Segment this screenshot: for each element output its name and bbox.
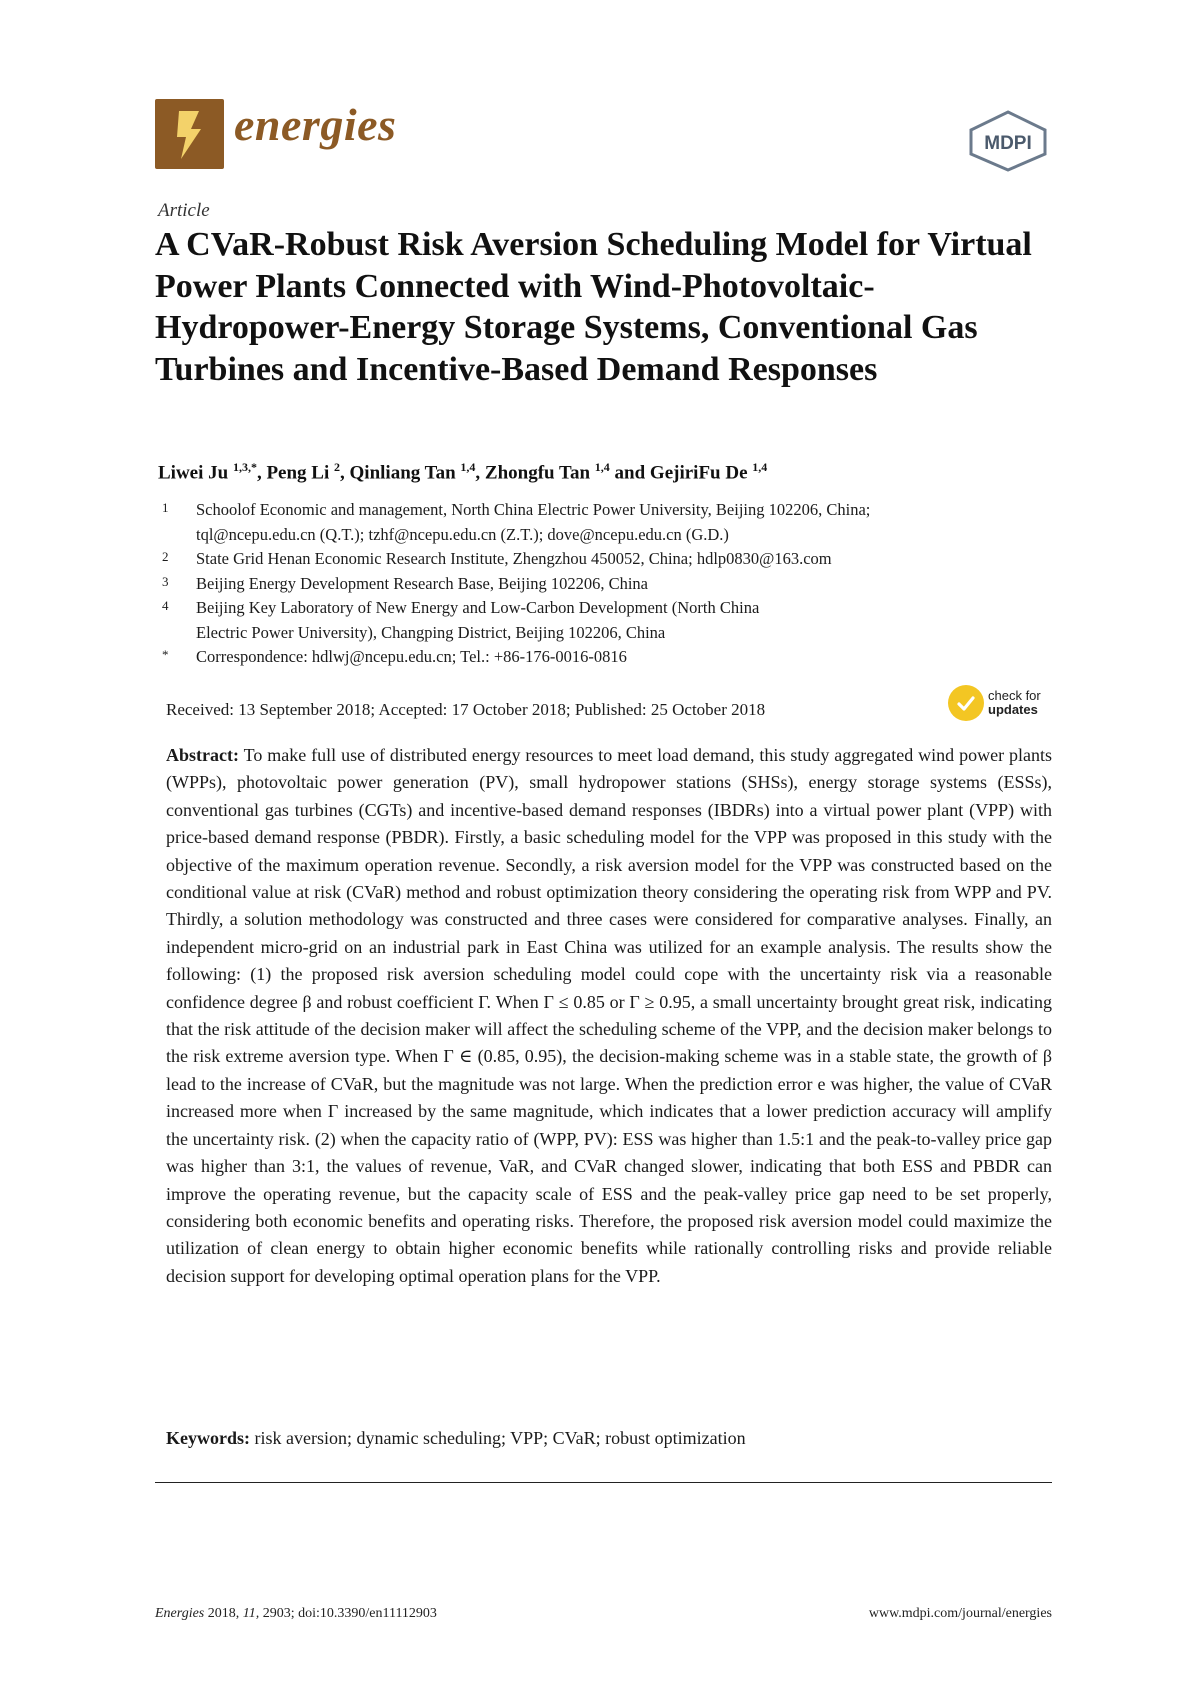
author-list: [158, 460, 1058, 484]
author-affiliation-mark: 1,4: [752, 460, 768, 474]
affiliation-mark: 4: [162, 598, 169, 613]
affiliation-text: [196, 596, 1082, 645]
publication-dates: Received: 13 September 2018; Accepted: 17 October 2018; Published: 25 October 2018: [166, 700, 766, 719]
affiliation-mark: 2: [162, 549, 169, 564]
citation-volume: 11,: [242, 1606, 260, 1621]
author-affiliation-mark: 2: [334, 460, 341, 474]
author-affiliation-mark: 1,4: [460, 460, 476, 474]
author-separator: ,: [340, 462, 350, 484]
author-affiliation-mark: 1,4: [594, 460, 610, 474]
affiliation-text: [196, 645, 1082, 670]
affiliation-item: [162, 498, 1082, 547]
lightning-bolt-icon: [155, 99, 224, 169]
affiliation-item: [162, 572, 1082, 597]
affiliation-mark: *: [162, 647, 169, 662]
keywords-label: Keywords:: [166, 1428, 250, 1448]
publisher-logo: [967, 110, 1049, 172]
author-name: Peng Li: [266, 462, 335, 484]
citation-year: 2018,: [207, 1606, 240, 1621]
affiliation-line: Beijing Energy Development Research Base, Beijing 102206, China: [196, 573, 648, 593]
author-name: Qinliang Tan: [349, 462, 461, 484]
affiliation-line: Electric Power University), Changping District, Beijing 102206, China: [196, 622, 666, 642]
abstract-label: Abstract:: [166, 745, 239, 765]
svg-text:MDPI: MDPI: [984, 133, 1032, 154]
check-for-updates-badge[interactable]: [948, 682, 1058, 724]
paper-title: A CVaR-Robust Risk Aversion Scheduling Model for Virtual Power Plants Connected with Wind-Photovoltaic-Hydropower-Energy Storage Systems, Conventional Gas Turbines and Incentive-Based Demand Responses: [155, 226, 1032, 388]
affiliation-text: [196, 547, 1082, 572]
author-name: GejiriFu De: [649, 462, 753, 484]
author-separator: and: [609, 462, 650, 484]
author-name: Liwei Ju: [158, 462, 233, 484]
author-separator: ,: [256, 462, 267, 484]
affiliation-item: [162, 596, 1082, 645]
affiliation-text: [196, 498, 1082, 547]
citation-doi: 2903; doi:10.3390/en11112903: [262, 1606, 437, 1621]
affiliation-list: [162, 498, 1082, 670]
affiliation-line: Beijing Key Laboratory of New Energy and Low-Carbon Development (North China: [196, 598, 760, 617]
journal-logo: [155, 99, 224, 169]
abstract-text: To make full use of distributed energy resources to meet load demand, this study aggregated wind power plants (WPPs), photovoltaic power generation (PV), small hydropower stations (SHSs), energy storage systems (ESSs), conventional gas turbines (CGTs) and incentive-based demand responses (IBDRs) into a virtual power plant (VPP) with price-based demand response (PBDR). Firstly, a basic scheduling model for the VPP was proposed in this study with the objective of the maximum operation revenue. Secondly, a risk aversion model for the VPP was constructed based on the conditional value at risk (CVaR) method and robust optimization theory considering the operating risk from WPP and PV. Thirdly, a solution methodology was constructed and three cases were considered for comparative analyses. Finally, an independent micro-grid on an industrial park in East China was utilized for an example analysis. The results show the following: (1) the proposed risk aversion scheduling model could cope with the uncertainty risk via a reasonable confidence degree β and robust coefficient Γ. When Γ ≤ 0.85 or Γ ≥ 0.95, a small uncertainty brought great risk, indicating that the risk attitude of the decision maker will affect the scheduling scheme of the VPP, and the decision maker belongs to the risk extreme aversion type. When Γ ∈ (0.85, 0.95), the decision-making scheme was in a stable state, the growth of β lead to the increase of CVaR, but the magnitude was not large. When the prediction error e was higher, the value of CVaR increased more when Γ increased by the same magnitude, which indicates that a lower prediction accuracy will amplify the uncertainty risk. (2) when the capacity ratio of (WPP, PV): ESS was higher than 1.5:1 and the peak-to-valley price gap was higher than 3:1, the values of revenue, VaR, and CVaR changed slower, indicating that both ESS and PBDR can improve the operating revenue, but the capacity scale of ESS and the peak-valley price gap need to be set properly, considering both economic benefits and operating risks. Therefore, the proposed risk aversion model could maximize the utilization of clean energy to obtain higher economic benefits while rationally controlling risks and provide reliable decision support for developing optimal operation plans for the VPP.: [166, 745, 1052, 1286]
affiliation-line: tql@ncepu.edu.cn (Q.T.); tzhf@ncepu.edu.cn (Z.T.); dove@ncepu.edu.cn (G.D.): [196, 524, 729, 544]
affiliation-line: Correspondence: hdlwj@ncepu.edu.cn; Tel.: +86-176-0016-0816: [196, 647, 627, 666]
keywords: [166, 1428, 1052, 1449]
updates-label: updates: [988, 702, 1038, 717]
citation-footer: [155, 1606, 437, 1622]
author-name: Zhongfu Tan: [484, 462, 595, 484]
affiliation-mark: 1: [162, 500, 169, 515]
journal-name: energies: [234, 99, 397, 150]
journal-url[interactable]: www.mdpi.com/journal/energies: [868, 1606, 1052, 1621]
affiliation-line: State Grid Henan Economic Research Institute, Zhengzhou 450052, China; hdlp0830@163.com: [196, 549, 832, 568]
citation-journal: Energies: [155, 1606, 205, 1621]
affiliation-line: Schoolof Economic and management, North China Electric Power University, Beijing 102206, China;: [196, 500, 871, 519]
author-separator: ,: [475, 462, 485, 484]
affiliation-text: [196, 572, 1082, 597]
affiliation-item: [162, 547, 1082, 572]
affiliation-item: [162, 645, 1082, 670]
keywords-text: risk aversion; dynamic scheduling; VPP; CVaR; robust optimization: [254, 1428, 746, 1448]
section-divider: [155, 1482, 1052, 1483]
affiliation-mark: 3: [162, 573, 169, 589]
author-affiliation-mark: 1,3,*: [232, 460, 257, 474]
abstract: [166, 742, 1052, 1290]
article-type: Article: [158, 200, 210, 221]
check-for-label: check for: [988, 688, 1041, 703]
checkmark-icon: [948, 685, 984, 721]
